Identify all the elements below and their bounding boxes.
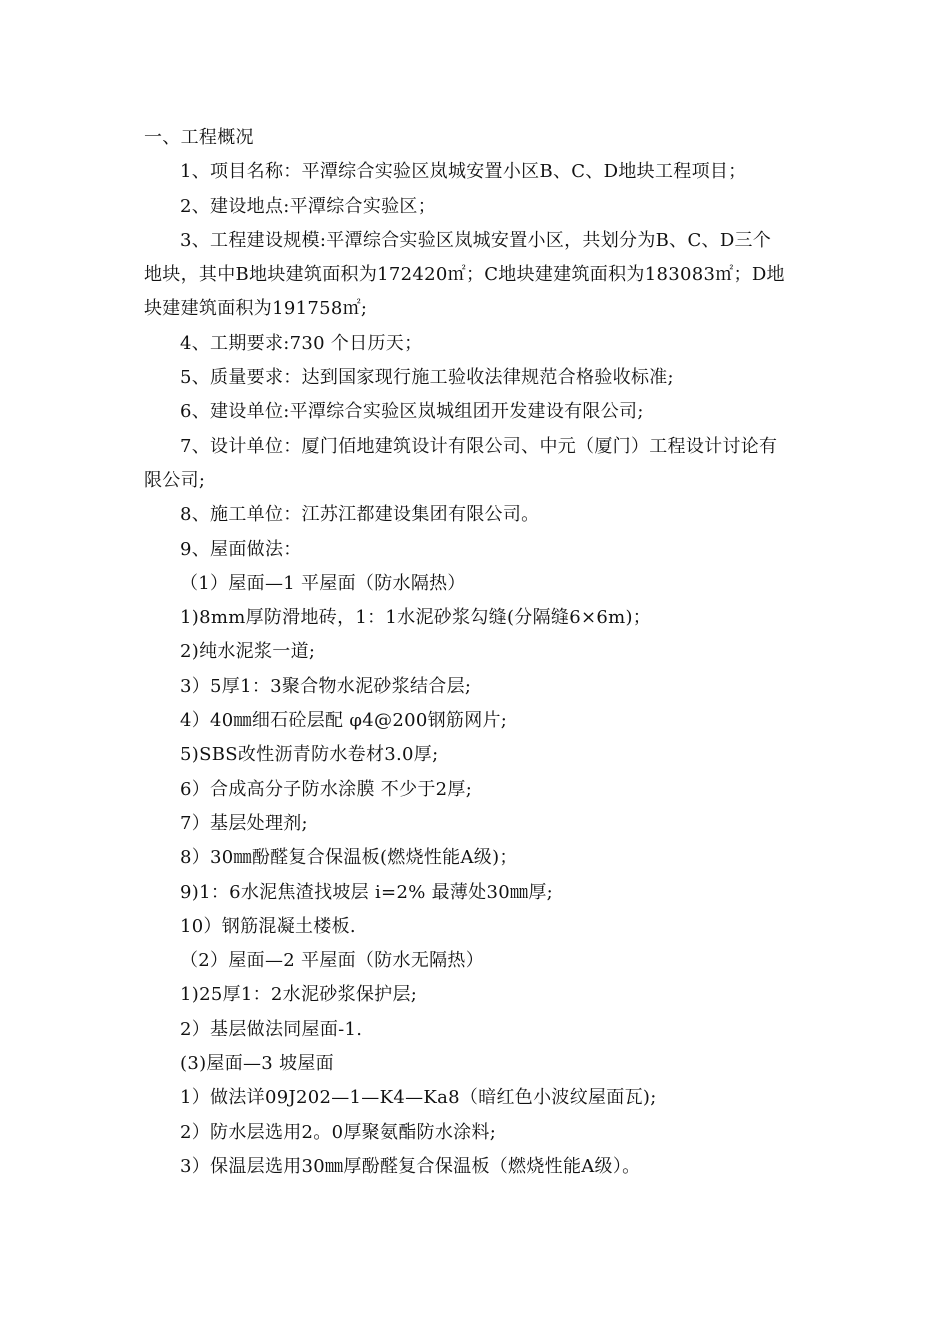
- section-heading: 一、工程概况: [144, 127, 254, 148]
- roof1-step: 7）基层处理剂;: [180, 812, 308, 834]
- contractor-line: 8、施工单位：江苏江都建设集团有限公司。: [180, 504, 540, 526]
- location-line: 2、建设地点:平潭综合实验区；: [180, 195, 437, 217]
- roof-method-line: 9、屋面做法：: [180, 538, 302, 560]
- roof3-step: 3）保温层选用30㎜厚酚醛复合保温板（燃烧性能A级）。: [180, 1155, 641, 1177]
- roof1-step: 1)8mm厚防滑地砖，1：1水泥砂浆勾缝(分隔缝6×6m)；: [180, 607, 652, 629]
- roof1-step: 2)纯水泥浆一道;: [180, 641, 316, 663]
- scale-line-2: 地块，其中B地块建筑面积为172420㎡；C地块建建筑面积为183083㎡；D地: [144, 264, 785, 286]
- duration-line: 4、工期要求:730 个日历天；: [180, 332, 423, 354]
- designer-line-1: 7、设计单位：厦门佰地建筑设计有限公司、中元（厦门）工程设计讨论有: [180, 435, 778, 457]
- roof2-step: 2）基层做法同屋面-1.: [180, 1018, 363, 1040]
- roof1-title: （1）屋面—1 平屋面（防水隔热）: [180, 572, 466, 594]
- roof1-step: 10）钢筋混凝土楼板.: [180, 915, 356, 937]
- roof1-step: 5)SBS改性沥青防水卷材3.0厚;: [180, 744, 439, 766]
- roof1-step: 9)1：6水泥焦渣找坡层 i=2% 最薄处30㎜厚;: [180, 881, 553, 903]
- document-body: [144, 121, 814, 1184]
- roof2-title: （2）屋面—2 平屋面（防水无隔热）: [180, 950, 485, 972]
- scale-line-3: 块建建筑面积为191758㎡;: [144, 298, 368, 320]
- roof1-step: 6）合成高分子防水涂膜 不少于2厚;: [180, 778, 473, 800]
- roof1-step: 4）40㎜细石砼层配 φ4@200钢筋网片;: [180, 710, 508, 732]
- roof2-step: 1)25厚1：2水泥砂浆保护层;: [180, 984, 418, 1006]
- roof1-step: 8）30㎜酚醛复合保温板(燃烧性能A级)；: [180, 847, 518, 869]
- roof3-step: 2）防水层选用2。0厚聚氨酯防水涂料;: [180, 1121, 497, 1143]
- designer-line-2: 限公司;: [144, 469, 206, 491]
- roof3-title: (3)屋面—3 坡屋面: [180, 1053, 334, 1075]
- roof1-step: 3）5厚1：3聚合物水泥砂浆结合层;: [180, 675, 472, 697]
- project-name-line: 1、项目名称：平潭综合实验区岚城安置小区B、C、D地块工程项目；: [180, 161, 747, 183]
- roof3-step: 1）做法详09J202—1—K4—Ka8（暗红色小波纹屋面瓦);: [180, 1087, 657, 1109]
- scale-line-1: 3、工程建设规模:平潭综合实验区岚城安置小区，共划分为B、C、D三个: [180, 229, 772, 251]
- owner-line: 6、建设单位:平潭综合实验区岚城组团开发建设有限公司;: [180, 401, 644, 423]
- quality-line: 5、质量要求：达到国家现行施工验收法律规范合格验收标准;: [180, 367, 674, 389]
